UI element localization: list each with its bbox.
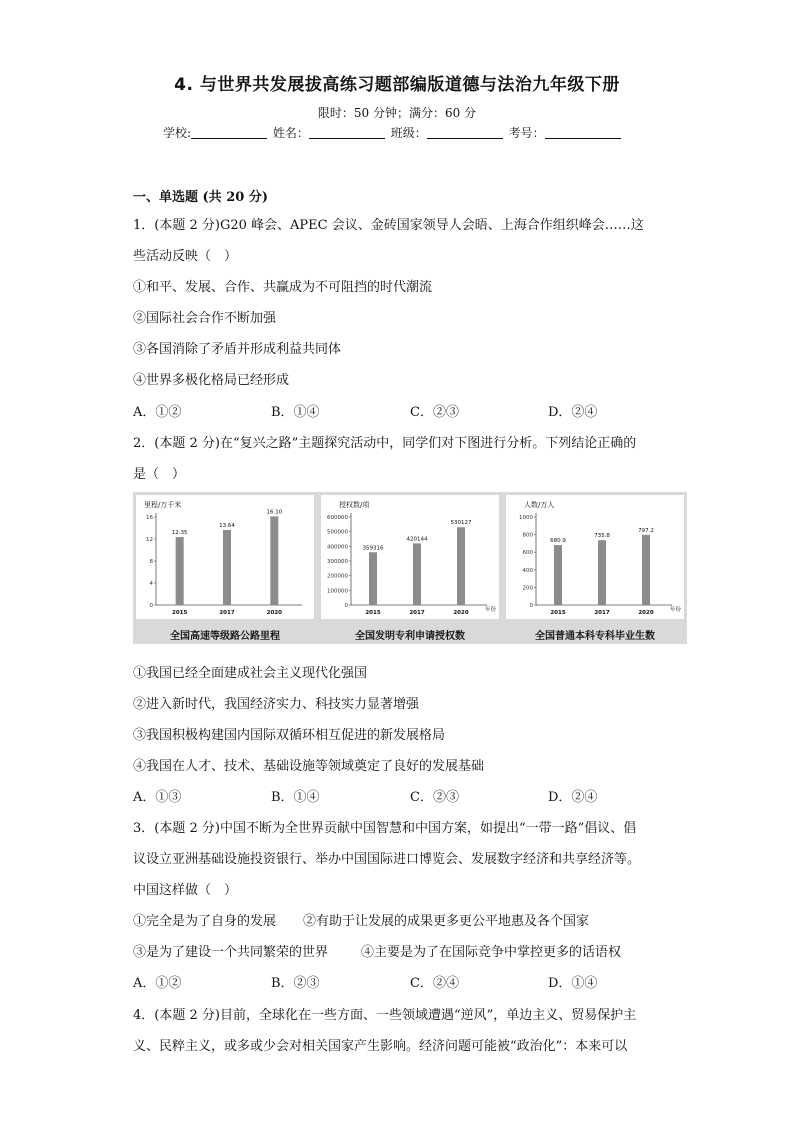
q1-item-3: ③各国消除了矛盾并形成利益共同体 [133, 342, 342, 357]
bar-value-label: 530127 [450, 520, 472, 527]
y-tick-label: 16 [146, 515, 153, 521]
x-tick-label: 2020 [453, 610, 469, 616]
name-blank[interactable] [309, 126, 385, 139]
q1-stem-line1: 1．(本题 2 分)G20 峰会、APEC 会议、金砖国家领导人会晤、上海合作组织峰会……这 [133, 218, 644, 233]
id-label: 考号： [508, 126, 545, 140]
q3-option-c[interactable]: C．②④ [410, 976, 459, 991]
q1-option-a[interactable]: A．①② [133, 405, 182, 420]
y-tick-label: 300000 [327, 559, 348, 565]
chart-graduates [506, 495, 684, 619]
q1-item-4: ④世界多极化格局已经形成 [133, 373, 290, 388]
bar [642, 535, 650, 605]
bar-value-label: 797.2 [638, 527, 654, 534]
bar-value-label: 420144 [406, 536, 428, 543]
q3-option-b[interactable]: B．②③ [271, 976, 320, 991]
chart-caption-3: 全国普通本科专科毕业生数 [535, 631, 655, 642]
q1-option-d[interactable]: D．②④ [548, 405, 598, 420]
y-tick-label: 12 [146, 537, 153, 543]
y-tick-label: 400000 [327, 544, 348, 551]
name-label: 姓名： [272, 126, 309, 140]
bar [413, 543, 421, 605]
bar-value-label: 12.35 [171, 530, 188, 537]
q2-item-1: ①我国已经全面建成社会主义现代化强国 [133, 666, 368, 681]
x-tick-label: 2017 [594, 610, 610, 616]
y-tick-label: 100000 [327, 588, 348, 595]
q3-option-d[interactable]: D．①④ [548, 976, 598, 991]
y-tick-label: 0 [529, 603, 533, 609]
x-tick-label: 2015 [172, 610, 188, 616]
q2-stem-line2: 是（ ） [133, 467, 186, 482]
x-tick-label: 2015 [550, 610, 566, 616]
q3-option-a[interactable]: A．①② [133, 976, 182, 991]
y-tick-label: 200000 [327, 573, 348, 580]
q3-item-2: ②有助于让发展的成果更多更公平地惠及各个国家 [303, 914, 590, 929]
x-tick-label: 2020 [266, 610, 282, 616]
bar [223, 530, 231, 605]
chart-highway [136, 495, 314, 619]
q2-option-d[interactable]: D．②④ [548, 790, 598, 805]
q2-item-4: ④我国在人才、技术、基础设施等领域奠定了良好的发展基础 [133, 759, 485, 774]
page-title: 4. 与世界共发展拔高练习题部编版道德与法治九年级下册 [174, 75, 620, 95]
q1-option-b[interactable]: B．①④ [271, 405, 320, 420]
y-tick-label: 0 [149, 603, 153, 609]
y-tick-label: 8 [149, 559, 153, 565]
bar [598, 540, 606, 605]
bar-value-label: 16.10 [266, 509, 283, 516]
y-tick-label: 400 [522, 567, 533, 574]
x-tick-label: 2017 [219, 610, 235, 616]
bar [176, 537, 184, 605]
chart-panel-3 [506, 495, 684, 619]
y-axis-label: 人数/万人 [524, 501, 555, 509]
q3-stem-line2: 议设立亚洲基础设施投资银行、举办中国国际进口博览会、发展数字经济和共享经济等。 [133, 852, 641, 867]
q1-option-c[interactable]: C．②③ [410, 405, 459, 420]
q1-stem-line2: 些活动反映（ ） [133, 249, 238, 264]
q4-stem-line1: 4．(本题 2 分)目前，全球化在一些方面、一些领域遭遇“逆风”，单边主义、贸易保护主 [133, 1008, 637, 1023]
bar [369, 552, 377, 605]
q3-item-3: ③是为了建设一个共同繁荣的世界 [133, 945, 329, 960]
q3-stem-line1: 3．(本题 2 分)中国不断为全世界贡献中国智慧和中国方案，如提出“一带一路”倡议、倡 [133, 821, 637, 836]
y-tick-label: 200 [522, 585, 533, 592]
y-tick-label: 4 [149, 581, 153, 587]
q1-item-1: ①和平、发展、合作、共赢成为不可阻挡的时代潮流 [133, 280, 433, 295]
school-blank[interactable] [191, 126, 267, 139]
q2-stem-line1: 2．(本题 2 分)在“复兴之路”主题探究活动中，同学们对下图进行分析。下列结论正确的 [133, 436, 637, 451]
bar-value-label: 680.9 [550, 538, 566, 545]
x-tick-label: 2015 [365, 610, 381, 616]
x-tick-label: 2020 [638, 610, 654, 616]
q2-item-2: ②进入新时代，我国经济实力、科技实力显著增强 [133, 697, 420, 712]
q1-item-2: ②国际社会合作不断加强 [133, 311, 277, 326]
time-score-info: 限时：50 分钟；满分：60 分 [317, 106, 477, 120]
bar [270, 516, 278, 605]
school-label: 学校: [163, 126, 192, 140]
q2-option-c[interactable]: C．②③ [410, 790, 459, 805]
bar [457, 527, 465, 605]
y-tick-label: 0 [344, 603, 348, 609]
y-tick-label: 600 [522, 550, 533, 557]
q2-item-3: ③我国积极构建国内国际双循环相互促进的新发展格局 [133, 728, 446, 743]
bar-value-label: 13.64 [219, 522, 235, 529]
class-label: 班级： [390, 126, 427, 140]
chart-figure [133, 492, 687, 644]
chart-caption-1: 全国高速等级路公路里程 [170, 631, 280, 642]
q4-stem-line2: 义、民粹主义，或多或少会对相关国家产生影响。经济问题可能被“政治化”：本来可以 [133, 1039, 628, 1054]
y-tick-label: 800 [522, 532, 533, 539]
bar [554, 545, 562, 605]
q2-option-a[interactable]: A．①③ [133, 790, 182, 805]
q3-stem-line3: 中国这样做（ ） [133, 883, 238, 898]
section-heading: 一、单选题 (共 20 分) [133, 190, 268, 205]
class-blank[interactable] [427, 126, 503, 139]
chart-panel-1 [136, 495, 314, 619]
y-tick-label: 500000 [327, 529, 348, 536]
q3-item-1: ①完全是为了自身的发展 [133, 914, 277, 929]
id-blank[interactable] [545, 126, 621, 139]
bar-value-label: 735.8 [594, 533, 610, 540]
bar-value-label: 359316 [362, 545, 384, 552]
y-axis-label: 授权数/项 [339, 501, 370, 509]
chart-patents [321, 495, 499, 619]
q3-item-4: ④主要是为了在国际竞争中掌控更多的话语权 [361, 945, 622, 960]
chart-caption-2: 全国发明专利申请授权数 [355, 631, 465, 642]
x-tick-label: 2017 [409, 610, 425, 616]
q2-option-b[interactable]: B．①④ [271, 790, 320, 805]
x-axis-label: 年份 [670, 607, 682, 613]
y-tick-label: 1000 [519, 515, 533, 521]
y-axis-label: 里程/万千米 [144, 501, 182, 509]
chart-panel-2 [321, 495, 499, 619]
y-tick-label: 600000 [327, 515, 348, 521]
student-info-row [163, 124, 623, 141]
x-axis-label: 年份 [485, 607, 497, 613]
